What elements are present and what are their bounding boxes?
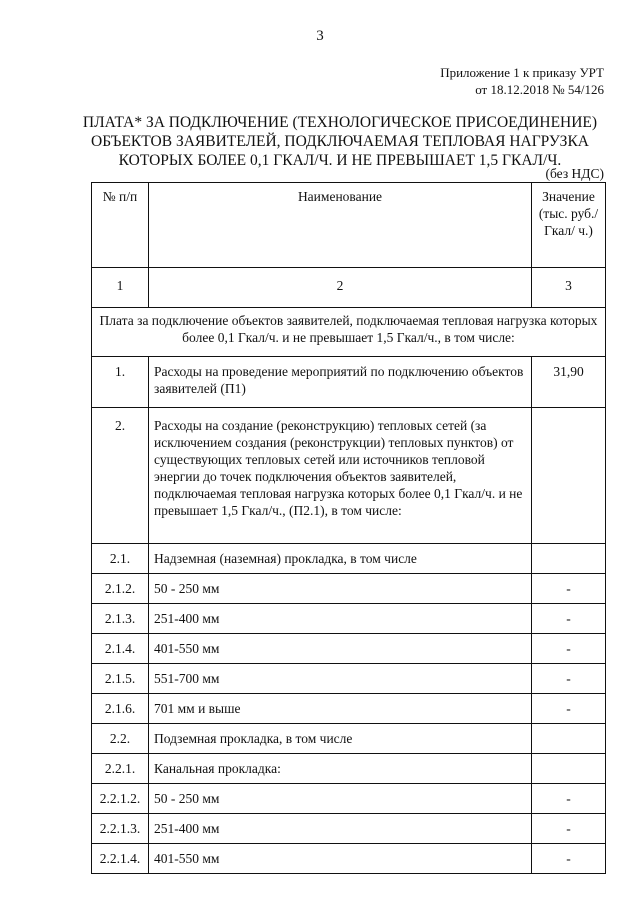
row-name: 401-550 мм	[149, 844, 532, 874]
row-name: 50 - 250 мм	[149, 574, 532, 604]
row-name: Расходы на проведение мероприятий по подключению объектов заявителей (П1)	[149, 357, 532, 408]
table-row	[92, 694, 606, 724]
vat-note: (без НДС)	[545, 166, 604, 181]
row-num: 2.2.1.4.	[92, 844, 149, 874]
row-value: -	[532, 664, 606, 694]
table-row	[92, 544, 606, 574]
appendix-line-2: от 18.12.2018 № 54/126	[475, 82, 604, 97]
table-row	[92, 784, 606, 814]
header-num: № п/п	[92, 183, 149, 268]
appendix-line-1: Приложение 1 к приказу УРТ	[440, 65, 604, 80]
table-row	[92, 574, 606, 604]
row-name: Расходы на создание (реконструкцию) тепловых сетей (за исключением создания (реконструкции) тепловых пунктов) от существующих тепловых сетей или источников тепловой энергии до точек подключения объектов заявителей, подключаемая тепловая нагрузка которых более 0,1 Гкал/ч. и не превышает 1,5 Гкал/ч., (П2.1), в том числе:	[149, 408, 532, 544]
row-num: 2.1.4.	[92, 634, 149, 664]
row-value: -	[532, 634, 606, 664]
row-num: 2.1.3.	[92, 604, 149, 634]
table-row	[92, 664, 606, 694]
row-value	[532, 754, 606, 784]
title-line-3: КОТОРЫХ БОЛЕЕ 0,1 ГКАЛ/Ч. И НЕ ПРЕВЫШАЕТ 1,5 ГКАЛ/Ч.	[118, 152, 562, 169]
row-num: 2.	[92, 408, 149, 544]
row-num: 2.2.1.	[92, 754, 149, 784]
table-section-row	[92, 308, 606, 357]
document-title	[60, 113, 620, 170]
row-name: 251-400 мм	[149, 604, 532, 634]
row-num: 2.1.6.	[92, 694, 149, 724]
row-num: 2.2.1.2.	[92, 784, 149, 814]
header-value: Значение (тыс. руб./Гкал/ ч.)	[532, 183, 606, 268]
title-line-2: ОБЪЕКТОВ ЗАЯВИТЕЛЕЙ, ПОДКЛЮЧАЕМАЯ ТЕПЛОВАЯ НАГРУЗКА	[91, 133, 589, 150]
index-value: 3	[532, 268, 606, 308]
table-row	[92, 844, 606, 874]
table-row	[92, 604, 606, 634]
table-row	[92, 754, 606, 784]
row-name: 701 мм и выше	[149, 694, 532, 724]
row-name: 551-700 мм	[149, 664, 532, 694]
table-row	[92, 634, 606, 664]
table-index-row	[92, 268, 606, 308]
table-row	[92, 724, 606, 754]
row-name: Надземная (наземная) прокладка, в том числе	[149, 544, 532, 574]
table-row	[92, 814, 606, 844]
row-name: Подземная прокладка, в том числе	[149, 724, 532, 754]
table-row	[92, 357, 606, 408]
header-name: Наименование	[149, 183, 532, 268]
table-header-row	[92, 183, 606, 268]
row-value	[532, 408, 606, 544]
row-value: -	[532, 814, 606, 844]
page-number: 3	[316, 28, 324, 44]
row-num: 2.2.1.3.	[92, 814, 149, 844]
index-num: 1	[92, 268, 149, 308]
title-line-1: ПЛАТА* ЗА ПОДКЛЮЧЕНИЕ (ТЕХНОЛОГИЧЕСКОЕ ПРИСОЕДИНЕНИЕ)	[82, 114, 598, 131]
row-name: 50 - 250 мм	[149, 784, 532, 814]
row-value: -	[532, 574, 606, 604]
row-value: -	[532, 694, 606, 724]
row-value: -	[532, 784, 606, 814]
row-value	[532, 544, 606, 574]
row-value	[532, 724, 606, 754]
index-name: 2	[149, 268, 532, 308]
row-value: -	[532, 844, 606, 874]
row-num: 2.1.2.	[92, 574, 149, 604]
appendix-reference	[440, 64, 604, 98]
row-name: 401-550 мм	[149, 634, 532, 664]
row-value: -	[532, 604, 606, 634]
row-value: 31,90	[532, 357, 606, 408]
row-num: 2.1.5.	[92, 664, 149, 694]
section-heading: Плата за подключение объектов заявителей, подключаемая тепловая нагрузка которых более 0,1 Гкал/ч. и не превышает 1,5 Гкал/ч., в том числе:	[92, 308, 606, 357]
row-num: 2.1.	[92, 544, 149, 574]
row-name: 251-400 мм	[149, 814, 532, 844]
table-row	[92, 408, 606, 544]
row-name: Канальная прокладка:	[149, 754, 532, 784]
fee-table	[91, 182, 606, 874]
row-num: 2.2.	[92, 724, 149, 754]
row-num: 1.	[92, 357, 149, 408]
